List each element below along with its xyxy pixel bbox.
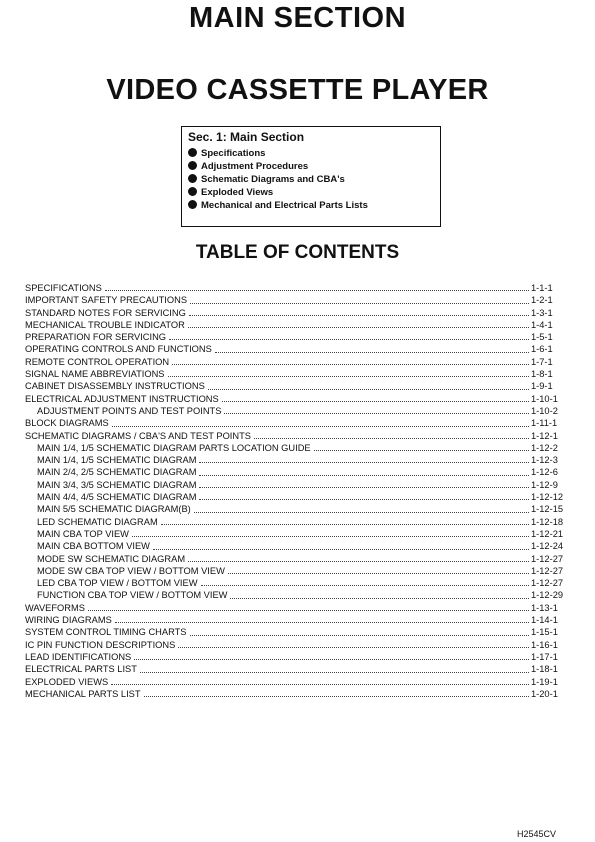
toc-entry-page: 1-15-1 xyxy=(531,627,558,638)
toc-entry-label: SCHEMATIC DIAGRAMS / CBA'S AND TEST POINTS xyxy=(25,430,251,441)
bullet-icon xyxy=(188,161,197,170)
toc-entry-page: 1-5-1 xyxy=(531,332,553,343)
section-item-label: Specifications xyxy=(201,148,266,159)
toc-entry-label: MAIN CBA TOP VIEW xyxy=(37,528,129,539)
toc-entry-label: MAIN CBA BOTTOM VIEW xyxy=(37,541,150,552)
toc-entry-page: 1-12-2 xyxy=(531,442,558,453)
toc-leader-dots xyxy=(140,672,529,673)
bullet-icon xyxy=(188,200,197,209)
toc-leader-dots xyxy=(194,512,529,513)
toc-entry[interactable] xyxy=(25,343,567,355)
toc-entry-page: 1-10-2 xyxy=(531,405,558,416)
toc-leader-dots xyxy=(144,696,529,697)
toc-entry-page: 1-4-1 xyxy=(531,319,553,330)
section-item xyxy=(188,186,440,199)
toc-entry[interactable] xyxy=(25,639,567,651)
toc-entry-label: MODE SW SCHEMATIC DIAGRAM xyxy=(37,553,186,564)
toc-leader-dots xyxy=(178,647,529,648)
toc-entry-page: 1-1-1 xyxy=(531,283,553,293)
toc-entry[interactable] xyxy=(25,676,567,688)
table-of-contents xyxy=(25,282,567,700)
toc-leader-dots xyxy=(201,585,530,586)
toc-entry-page: 1-12-18 xyxy=(531,516,564,527)
section-item xyxy=(188,160,440,173)
toc-leader-dots xyxy=(112,426,529,427)
toc-leader-dots xyxy=(199,475,529,476)
toc-leader-dots xyxy=(161,524,529,525)
toc-entry[interactable] xyxy=(25,319,567,331)
toc-entry[interactable] xyxy=(25,651,567,663)
toc-entry[interactable] xyxy=(25,466,567,478)
toc-entry-page: 1-16-1 xyxy=(531,639,558,650)
toc-leader-dots xyxy=(111,684,529,685)
section-item-label: Schematic Diagrams and CBA's xyxy=(201,174,345,185)
toc-entry-label: EXPLODED VIEWS xyxy=(25,676,109,687)
section-item-label: Mechanical and Electrical Parts Lists xyxy=(201,200,368,211)
toc-leader-dots xyxy=(230,598,529,599)
toc-entry-page: 1-12-3 xyxy=(531,455,558,466)
toc-entry[interactable] xyxy=(25,589,567,601)
toc-entry-page: 1-12-1 xyxy=(531,430,558,441)
toc-entry[interactable] xyxy=(25,626,567,638)
document-code: H2545CV xyxy=(517,829,557,839)
toc-entry-page: 1-12-9 xyxy=(531,479,558,490)
toc-entry-page: 1-18-1 xyxy=(531,664,558,675)
toc-entry-page: 1-7-1 xyxy=(531,356,553,367)
toc-entry[interactable] xyxy=(25,331,567,343)
toc-leader-dots xyxy=(199,499,529,500)
toc-entry-label: CABINET DISASSEMBLY INSTRUCTIONS xyxy=(25,381,205,392)
section-item xyxy=(188,173,440,186)
toc-leader-dots xyxy=(134,659,529,660)
toc-entry-page: 1-12-24 xyxy=(531,541,564,552)
toc-leader-dots xyxy=(153,549,529,550)
toc-entry-page: 1-12-27 xyxy=(531,565,564,576)
toc-leader-dots xyxy=(132,536,529,537)
toc-entry[interactable] xyxy=(25,393,567,405)
section-item-label: Adjustment Procedures xyxy=(201,161,309,172)
toc-entry-page: 1-2-1 xyxy=(531,295,553,306)
toc-entry-label: FUNCTION CBA TOP VIEW / BOTTOM VIEW xyxy=(37,590,228,601)
toc-entry[interactable] xyxy=(25,528,567,540)
toc-entry[interactable] xyxy=(25,688,567,700)
toc-entry-label: LED CBA TOP VIEW / BOTTOM VIEW xyxy=(37,578,198,589)
toc-entry-label: MAIN 4/4, 4/5 SCHEMATIC DIAGRAM xyxy=(37,492,197,503)
toc-entry-page: 1-20-1 xyxy=(531,688,558,699)
toc-entry-label: MAIN 1/4, 1/5 SCHEMATIC DIAGRAM PARTS LOCATION GUIDE xyxy=(37,442,311,453)
toc-entry-label: ELECTRICAL ADJUSTMENT INSTRUCTIONS xyxy=(25,393,219,404)
toc-entry-label: IMPORTANT SAFETY PRECAUTIONS xyxy=(25,295,188,306)
toc-entry-label: ADJUSTMENT POINTS AND TEST POINTS xyxy=(37,405,222,416)
toc-leader-dots xyxy=(168,376,530,377)
toc-entry[interactable] xyxy=(25,405,567,417)
toc-leader-dots xyxy=(115,622,529,623)
toc-entry[interactable] xyxy=(25,442,567,454)
toc-leader-dots xyxy=(228,573,529,574)
section-item xyxy=(188,199,440,212)
toc-entry-label: MECHANICAL PARTS LIST xyxy=(25,688,141,699)
toc-entry-label: STANDARD NOTES FOR SERVICING xyxy=(25,307,186,318)
toc-entry-page: 1-12-15 xyxy=(531,504,564,515)
toc-entry-page: 1-6-1 xyxy=(531,344,553,355)
toc-title: TABLE OF CONTENTS xyxy=(195,242,400,263)
toc-entry[interactable] xyxy=(25,614,567,626)
toc-entry-page: 1-3-1 xyxy=(531,307,553,318)
toc-entry[interactable] xyxy=(25,503,567,515)
section-item-label: Exploded Views xyxy=(201,187,274,198)
toc-entry[interactable] xyxy=(25,491,567,503)
toc-leader-dots xyxy=(105,290,529,291)
toc-leader-dots xyxy=(88,610,529,611)
toc-entry[interactable] xyxy=(25,516,567,528)
toc-entry-page: 1-9-1 xyxy=(531,381,553,392)
toc-entry-page: 1-12-12 xyxy=(531,492,564,503)
toc-entry-label: MAIN 1/4, 1/5 SCHEMATIC DIAGRAM xyxy=(37,455,197,466)
toc-entry-page: 1-12-29 xyxy=(531,590,564,601)
toc-leader-dots xyxy=(215,352,529,353)
toc-entry-label: IC PIN FUNCTION DESCRIPTIONS xyxy=(25,639,176,650)
bullet-icon xyxy=(188,187,197,196)
toc-entry-page: 1-17-1 xyxy=(531,651,558,662)
bullet-icon xyxy=(188,148,197,157)
toc-entry[interactable] xyxy=(25,294,567,306)
toc-entry-label: MECHANICAL TROUBLE INDICATOR xyxy=(25,319,185,330)
toc-entry-label: MAIN 3/4, 3/5 SCHEMATIC DIAGRAM xyxy=(37,479,197,490)
section-summary-box xyxy=(181,126,441,227)
toc-entry-page: 1-12-27 xyxy=(531,578,564,589)
toc-entry-label: LEAD IDENTIFICATIONS xyxy=(25,651,132,662)
toc-leader-dots xyxy=(169,339,529,340)
toc-entry-label: BLOCK DIAGRAMS xyxy=(25,418,109,429)
toc-leader-dots xyxy=(189,315,529,316)
toc-entry[interactable] xyxy=(25,479,567,491)
toc-entry-page: 1-12-27 xyxy=(531,553,564,564)
toc-entry-page: 1-11-1 xyxy=(531,418,558,429)
toc-entry-label: REMOTE CONTROL OPERATION xyxy=(25,356,170,367)
toc-entry[interactable] xyxy=(25,663,567,675)
toc-entry[interactable] xyxy=(25,553,567,565)
main-title: MAIN SECTION xyxy=(188,2,407,34)
toc-entry[interactable] xyxy=(25,540,567,552)
toc-entry-page: 1-19-1 xyxy=(531,676,558,687)
toc-entry[interactable] xyxy=(25,577,567,589)
toc-entry-page: 1-12-6 xyxy=(531,467,558,478)
toc-entry-label: SIGNAL NAME ABBREVIATIONS xyxy=(25,369,165,380)
toc-entry-label: LED SCHEMATIC DIAGRAM xyxy=(37,516,158,527)
toc-leader-dots xyxy=(254,438,529,439)
toc-leader-dots xyxy=(190,635,529,636)
toc-entry-label: MAIN 5/5 SCHEMATIC DIAGRAM(B) xyxy=(37,504,191,515)
toc-entry[interactable] xyxy=(25,380,567,392)
toc-entry-label: MAIN 2/4, 2/5 SCHEMATIC DIAGRAM xyxy=(37,467,197,478)
toc-leader-dots xyxy=(208,389,529,390)
toc-entry-label: OPERATING CONTROLS AND FUNCTIONS xyxy=(25,344,212,355)
toc-entry-page: 1-12-21 xyxy=(531,528,564,539)
toc-entry[interactable] xyxy=(25,356,567,368)
toc-entry[interactable] xyxy=(25,430,567,442)
toc-leader-dots xyxy=(188,327,529,328)
toc-leader-dots xyxy=(314,450,529,451)
toc-entry[interactable] xyxy=(25,565,567,577)
toc-entry[interactable] xyxy=(25,454,567,466)
toc-entry-label: SYSTEM CONTROL TIMING CHARTS xyxy=(25,627,187,638)
toc-leader-dots xyxy=(190,303,529,304)
toc-entry[interactable] xyxy=(25,368,567,380)
toc-entry[interactable] xyxy=(25,282,567,294)
toc-leader-dots xyxy=(224,413,529,414)
toc-entry-page: 1-10-1 xyxy=(531,393,558,404)
toc-leader-dots xyxy=(222,401,529,402)
toc-entry-page: 1-8-1 xyxy=(531,369,553,380)
toc-entry[interactable] xyxy=(25,307,567,319)
toc-leader-dots xyxy=(199,487,529,488)
sub-title: VIDEO CASSETTE PLAYER xyxy=(106,74,489,106)
toc-leader-dots xyxy=(199,462,529,463)
toc-entry[interactable] xyxy=(25,417,567,429)
toc-entry-page: 1-13-1 xyxy=(531,602,558,613)
toc-entry-label: PREPARATION FOR SERVICING xyxy=(25,332,167,343)
section-heading: Sec. 1: Main Section xyxy=(188,130,305,144)
toc-entry-label: MODE SW CBA TOP VIEW / BOTTOM VIEW xyxy=(37,565,225,576)
bullet-icon xyxy=(188,174,197,183)
toc-entry-page: 1-14-1 xyxy=(531,615,558,626)
toc-entry[interactable] xyxy=(25,602,567,614)
toc-entry-label: ELECTRICAL PARTS LIST xyxy=(25,664,137,675)
toc-leader-dots xyxy=(188,561,529,562)
toc-leader-dots xyxy=(172,364,529,365)
toc-entry-label: SPECIFICATIONS xyxy=(25,283,102,293)
toc-entry-label: WAVEFORMS xyxy=(25,602,85,613)
toc-entry-label: WIRING DIAGRAMS xyxy=(25,615,112,626)
section-item xyxy=(188,147,440,160)
